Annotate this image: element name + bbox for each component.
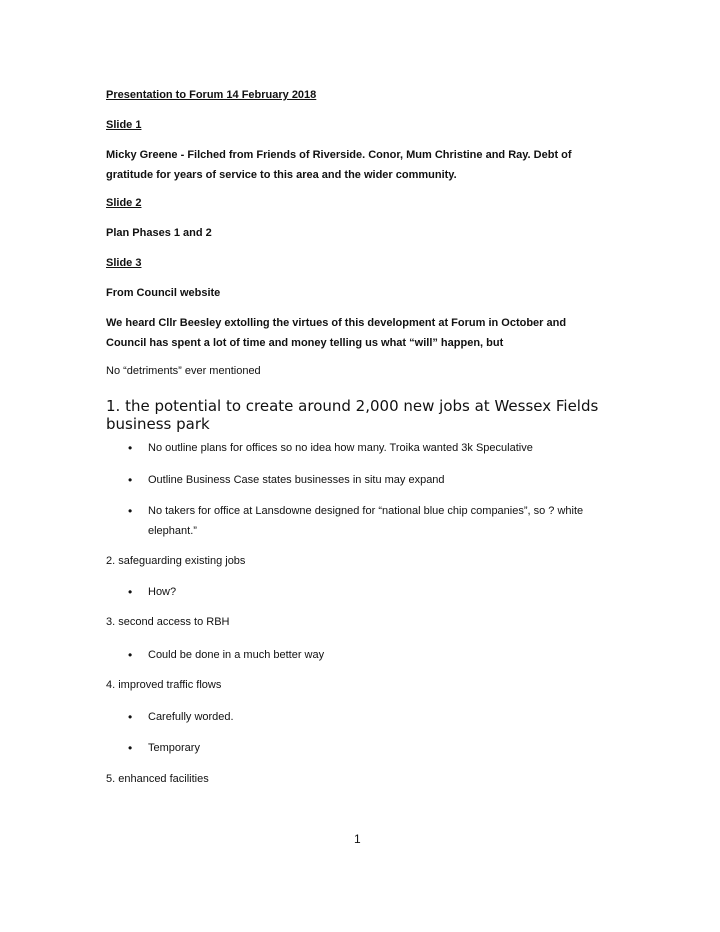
page-number: 1 — [354, 832, 361, 846]
bullet-text: No outline plans for offices so no idea how many. Troika wanted 3k Speculative — [148, 442, 533, 454]
slide3-paragraph: We heard Cllr Beesley extolling the virtues of this development at Forum in October and Council has spent a lot of time and money telling us what “will” happen, but — [106, 317, 567, 349]
point4-text: 4. improved traffic flows — [106, 679, 222, 691]
point5-text: 5. enhanced facilities — [106, 773, 209, 785]
bullet-icon: • — [128, 441, 133, 455]
bullet-text: No takers for office at Lansdowne designed for “national blue chip companies”, so ? white elephant.” — [148, 505, 584, 537]
bullet-text: Could be done in a much better way — [148, 649, 325, 661]
slide1-text: Micky Greene - Filched from Friends of Riverside. Conor, Mum Christine and Ray. Debt of gratitude for years of service to this area and the wider community. — [106, 149, 572, 181]
point2-text: 2. safeguarding existing jobs — [106, 555, 246, 567]
bullet-icon: • — [128, 504, 133, 518]
point3-text: 3. second access to RBH — [106, 616, 230, 628]
slide2-label: Slide 2 — [106, 197, 142, 209]
bullet-text: Temporary — [148, 742, 200, 754]
slide3-label: Slide 3 — [106, 257, 142, 269]
bullet-text: How? — [148, 586, 177, 598]
bullet-text: Outline Business Case states businesses in situ may expand — [148, 474, 445, 486]
bullet-icon: • — [128, 473, 133, 487]
bullet-icon: • — [128, 585, 133, 599]
slide3-text: From Council website — [106, 287, 221, 299]
bullet-icon: • — [128, 710, 133, 724]
document-title: Presentation to Forum 14 February 2018 — [106, 89, 317, 101]
bullet-icon: • — [128, 741, 133, 755]
bullet-icon: • — [128, 648, 133, 662]
slide2-text: Plan Phases 1 and 2 — [106, 227, 212, 239]
bullet-text: Carefully worded. — [148, 711, 234, 723]
slide1-label: Slide 1 — [106, 119, 142, 131]
no-detriments-text: No “detriments” ever mentioned — [106, 365, 261, 377]
point1-heading: 1. the potential to create around 2,000 new jobs at Wessex Fields business park — [106, 397, 599, 433]
